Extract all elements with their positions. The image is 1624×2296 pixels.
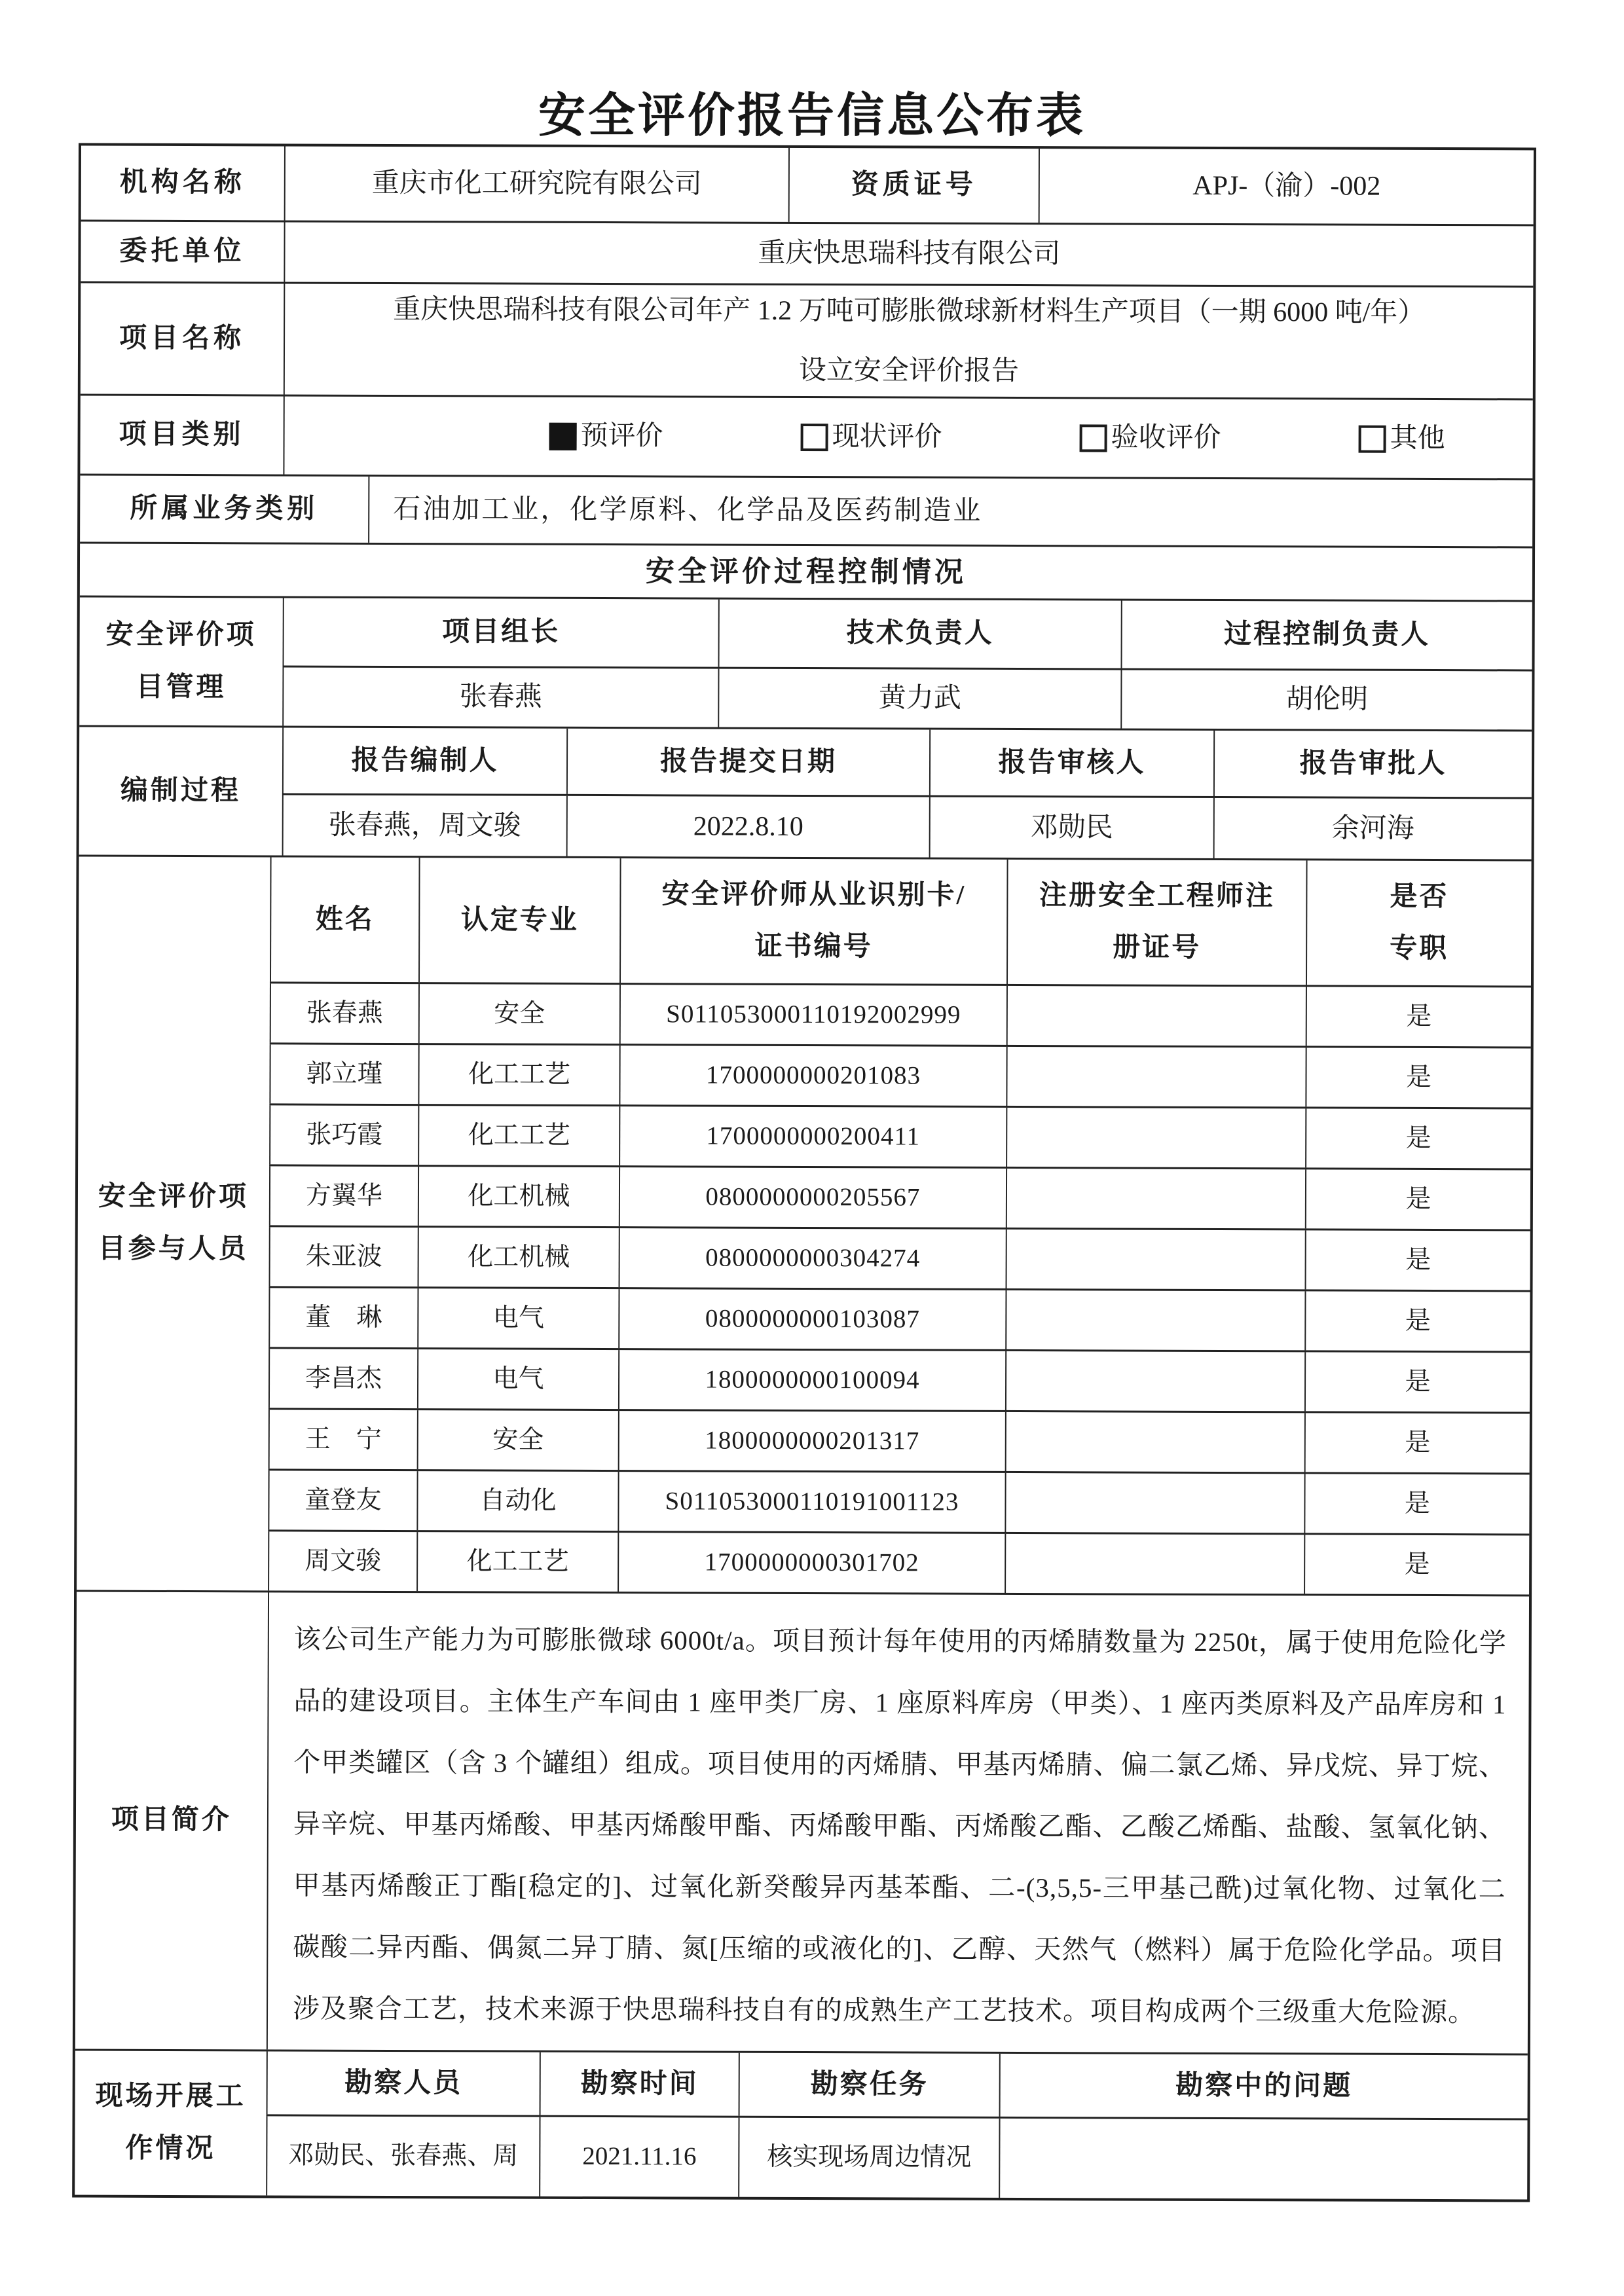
participant-cert-no: 0800000000103087 [618, 1289, 1005, 1349]
project-category-label: 项目类别 [119, 419, 245, 450]
participant-reg-no [1005, 1534, 1304, 1594]
submit-date-value: 2022.8.10 [566, 796, 929, 858]
tech-lead-header: 技术负责人 [718, 600, 1120, 668]
participant-name: 童登友 [268, 1470, 416, 1530]
survey-issues-header: 勘察中的问题 [999, 2054, 1528, 2119]
compilation-header-row [282, 727, 1532, 797]
participant-cert-no: 1800000000100094 [618, 1350, 1005, 1410]
major-header: 认定专业 [418, 858, 620, 983]
participant-cert-no: 0800000000304274 [619, 1228, 1006, 1288]
participant-fulltime: 是 [1304, 1291, 1530, 1351]
row-organization [81, 146, 1534, 225]
participant-reg-no [1005, 1412, 1304, 1472]
survey-staff-value: 邓勋民、张春燕、周 [266, 2116, 539, 2196]
project-category-options [283, 396, 1532, 478]
participant-cert-no: S011053000110192002999 [619, 985, 1006, 1045]
participant-row [269, 1042, 1530, 1107]
survey-task-header: 勘察任务 [739, 2053, 999, 2117]
participant-cert-no: S011053000110191001123 [618, 1472, 1005, 1532]
participant-row [268, 1408, 1530, 1472]
participant-major: 电气 [417, 1288, 618, 1348]
section-compilation [79, 725, 1532, 860]
process-control-lead-value: 胡伦明 [1120, 670, 1532, 730]
participant-row [270, 981, 1531, 1046]
participant-row [269, 1164, 1530, 1229]
qualification-no-value: APJ-（渝）-002 [1039, 149, 1534, 224]
name-header: 姓名 [270, 857, 419, 982]
participant-fulltime: 是 [1305, 1108, 1530, 1168]
client-label: 委托单位 [119, 236, 246, 267]
approver-header: 报告审批人 [1213, 731, 1532, 797]
report-author-value: 张春燕，周文骏 [282, 795, 566, 856]
participant-fulltime: 是 [1305, 1169, 1530, 1229]
participant-reg-no [1006, 1108, 1305, 1167]
submit-date-header: 报告提交日期 [566, 729, 929, 795]
participant-row [268, 1347, 1530, 1412]
participant-cert-no: 0800000000205567 [619, 1167, 1006, 1228]
checkbox-empty-icon [801, 423, 828, 450]
team-leader-header: 项目组长 [283, 598, 718, 666]
participant-major: 化工工艺 [418, 1106, 619, 1165]
participant-fulltime: 是 [1304, 1535, 1529, 1594]
participant-row [268, 1529, 1529, 1594]
project-management-label: 安全评价项 目管理 [105, 619, 257, 702]
survey-date-value: 2021.11.16 [539, 2117, 738, 2197]
checkbox-empty-icon [1359, 425, 1386, 452]
report-author-header: 报告编制人 [282, 727, 566, 793]
participant-name: 郭立瑾 [269, 1044, 418, 1104]
site-work-value-row [266, 2114, 1527, 2199]
compilation-label: 编制过程 [120, 775, 241, 806]
participant-name: 朱亚波 [269, 1227, 418, 1286]
participant-major: 自动化 [416, 1471, 618, 1531]
info-table [72, 143, 1536, 2202]
row-process-control-title [80, 542, 1532, 600]
business-category-label: 所属业务类别 [130, 493, 319, 524]
participant-name: 方翼华 [269, 1166, 418, 1226]
participant-row [269, 1225, 1530, 1290]
project-name-label: 项目名称 [119, 323, 246, 354]
org-name-value: 重庆市化工研究院有限公司 [284, 146, 788, 221]
option-status-evaluation [800, 418, 942, 456]
participant-name: 李昌杰 [268, 1349, 417, 1408]
participant-reg-no [1006, 1047, 1305, 1106]
participant-reg-no [1005, 1473, 1304, 1533]
survey-issues-value [999, 2119, 1527, 2200]
registered-engineer-header: 注册安全工程师注 册证号 [1006, 860, 1306, 985]
participant-name: 张巧霞 [269, 1105, 418, 1165]
participant-major: 电气 [417, 1349, 618, 1409]
participant-reg-no [1005, 1351, 1304, 1411]
participant-reg-no [1006, 986, 1306, 1046]
participant-name: 董 琳 [268, 1288, 417, 1347]
qualification-no-label: 资质证号 [788, 148, 1039, 223]
business-category-value: 石油加工业，化学原料、化学品及医药制造业 [368, 477, 1532, 547]
participants-header-row [270, 857, 1532, 985]
participant-row [268, 1286, 1530, 1351]
participant-cert-no: 1700000000200411 [619, 1106, 1006, 1167]
option-label: 其他 [1390, 423, 1445, 454]
participant-cert-no: 1700000000201083 [619, 1046, 1006, 1106]
participant-fulltime: 是 [1305, 1230, 1530, 1290]
checkbox-empty-icon [1080, 424, 1107, 452]
team-leader-value: 张春燕 [282, 667, 718, 727]
page-title: 安全评价报告信息公布表 [538, 90, 1086, 142]
option-label: 验收评价 [1111, 422, 1221, 454]
org-name-label: 机构名称 [119, 167, 246, 198]
row-client [81, 220, 1533, 286]
project-intro-label: 项目简介 [111, 1804, 232, 1836]
participant-major: 化工工艺 [416, 1532, 618, 1592]
row-business-category [80, 474, 1532, 547]
reviewer-header: 报告审核人 [929, 730, 1213, 796]
participant-major: 化工工艺 [418, 1045, 619, 1104]
survey-task-value: 核实现场周边情况 [738, 2118, 999, 2198]
participants-label: 安全评价项 目参与人员 [98, 1181, 249, 1265]
participant-cert-no: 1700000000301702 [618, 1533, 1005, 1593]
participant-reg-no [1006, 1169, 1305, 1228]
option-label: 现状评价 [832, 422, 942, 452]
section-project-intro [75, 1590, 1529, 2054]
management-value-row [282, 665, 1532, 729]
site-work-label: 现场开展工 作情况 [95, 2081, 246, 2164]
row-project-name [81, 282, 1534, 399]
participant-major: 安全 [418, 984, 619, 1044]
participant-fulltime: 是 [1305, 1048, 1530, 1107]
site-work-header-row [267, 2051, 1528, 2118]
participant-row [269, 1103, 1530, 1168]
row-project-category [80, 394, 1532, 479]
survey-date-header: 勘察时间 [540, 2052, 739, 2116]
section-participants [77, 855, 1532, 1595]
participant-row [268, 1468, 1529, 1533]
section-site-work [75, 2049, 1528, 2200]
participant-name: 王 宁 [268, 1410, 417, 1469]
participant-reg-no [1006, 1230, 1305, 1289]
participant-fulltime: 是 [1304, 1413, 1530, 1472]
participant-major: 化工机械 [418, 1228, 619, 1287]
project-name-value [284, 283, 1534, 398]
participant-reg-no [1005, 1290, 1304, 1350]
survey-staff-header: 勘察人员 [267, 2051, 540, 2115]
option-pre-evaluation [549, 418, 663, 455]
compilation-value-row [282, 793, 1532, 859]
participant-major: 化工机械 [418, 1167, 619, 1226]
participant-name: 周文骏 [268, 1531, 416, 1591]
management-header-row [283, 598, 1532, 669]
process-control-lead-header: 过程控制负责人 [1120, 601, 1532, 670]
participant-fulltime: 是 [1304, 1352, 1530, 1412]
approver-value: 余河海 [1213, 798, 1532, 860]
option-label: 预评价 [580, 421, 663, 452]
process-control-title: 安全评价过程控制情况 [645, 555, 967, 589]
participant-fulltime: 是 [1306, 987, 1531, 1046]
option-acceptance-evaluation [1080, 419, 1221, 456]
participant-fulltime: 是 [1304, 1474, 1529, 1533]
project-name-line1: 重庆快思瑞科技有限公司年产 1.2 万吨可膨胀微球新材料生产项目（一期 6000 吨/年） [393, 294, 1426, 328]
participant-name: 张春燕 [270, 983, 418, 1043]
tech-lead-value: 黄力武 [718, 669, 1120, 729]
reviewer-value: 邓勋民 [929, 797, 1213, 858]
participant-major: 安全 [417, 1410, 618, 1470]
option-other [1359, 420, 1445, 458]
project-intro-text: 该公司生产能力为可膨胀微球 6000t/a。项目预计每年使用的丙烯腈数量为 2250t，属于使用危险化学品的建设项目。主体生产车间由 1 座甲类厂房、1 座原料库房（甲类）、1 座丙类原料及产品库房和 1 个甲类罐区（含 3 个罐组）组成。项目使用的丙烯腈、甲基丙烯腈、偏二氯乙烯、异戊烷、异丁烷、异辛烷、甲基丙烯酸、甲基丙烯酸甲酯、丙烯酸甲酯、丙烯酸乙酯、乙酸乙烯酯、盐酸、氢氧化钠、甲基丙烯酸正丁酯[稳定的]、过氧化新癸酸异丙基苯酯、二-(3,5,5-三甲基己酰)过氧化物、过氧化二碳酸二异丙酯、偶氮二异丁腈、氮[压缩的或液化的]、乙醇、天然气（燃料）属于危险化学品。项目涉及聚合工艺，技术来源于快思瑞科技自有的成熟生产工艺技术。项目构成两个三级重大危险源。 [267, 1592, 1529, 2053]
participant-cert-no: 1800000000201317 [618, 1411, 1005, 1471]
client-value: 重庆快思瑞科技有限公司 [284, 222, 1533, 285]
checkbox-filled-icon [549, 422, 577, 450]
section-project-management [79, 596, 1532, 730]
project-name-line2: 设立安全评价报告 [798, 355, 1019, 386]
assessor-card-header: 安全评价师从业识别卡/ 证书编号 [619, 858, 1007, 984]
fulltime-header: 是否 专职 [1306, 860, 1532, 985]
